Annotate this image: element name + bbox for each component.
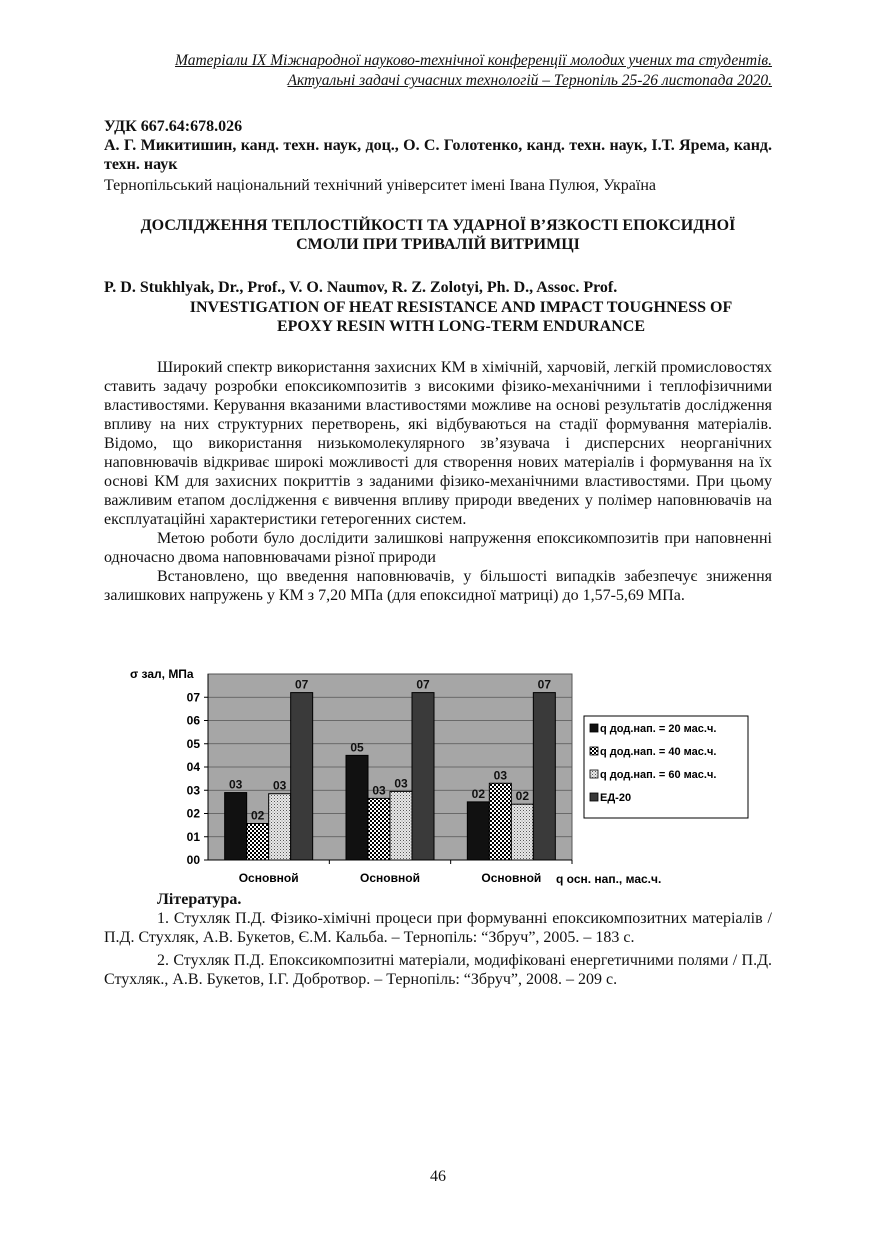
bar (533, 693, 555, 860)
title-en-line-2: EPOXY RESIN WITH LONG-TERM ENDURANCE (276, 318, 646, 335)
legend-label: q дод.нап. = 60 мас.ч. (600, 769, 717, 781)
legend-label: ЕД-20 (600, 792, 632, 804)
title-ua-line-1: ДОСЛІДЖЕННЯ ТЕПЛОСТІЙКОСТІ ТА УДАРНОЇ В’ЯЗКОСТІ ЕПОКСИДНОЇ (140, 217, 736, 234)
udk-code: УДК 667.64:678.026 (104, 118, 243, 135)
y-tick-label: 02 (186, 806, 200, 821)
bar (368, 798, 390, 860)
x-tick-label: Основной (360, 871, 420, 885)
legend-swatch (590, 747, 598, 755)
paragraph: Встановлено, що введення наповнювачів, у більшості випадків забезпечує зниження залишкових напружень у КМ з 7,20 МПа (для епоксидної матриці) до 1,57-5,69 МПа. (104, 568, 772, 604)
x-axis-title: q осн. нап., мас.ч. (556, 872, 662, 886)
bar (412, 693, 434, 860)
data-label: 07 (537, 677, 552, 692)
literature-heading: Література. (157, 891, 242, 908)
bar (269, 794, 291, 860)
data-label: 03 (493, 768, 508, 783)
data-label: 02 (250, 808, 265, 823)
data-label: 07 (294, 677, 309, 692)
data-label: 03 (372, 783, 386, 798)
legend-label: q дод.нап. = 20 мас.ч. (600, 723, 717, 735)
literature-item: 1. Стухляк П.Д. Фізико-хімічні процеси при формуванні епоксикомпозитних матеріалів / П.Д. Стухляк, А.В. Букетов, Є.М. Кальба. – Тернопіль: “Збруч”, 2005. – 183 с. (104, 910, 772, 946)
literature (104, 890, 772, 989)
y-tick-label: 07 (186, 690, 200, 705)
y-axis-title: σ зал, МПа (130, 667, 194, 681)
data-label: 03 (394, 776, 408, 791)
data-label: 03 (228, 777, 243, 792)
literature-item: 2. Стухляк П.Д. Епоксикомпозитні матеріали, модифіковані енергетичними полями / П.Д. Стухляк., А.В. Букетов, І.Г. Добротвор. – Тернопіль: “Збруч”, 2008. – 209 с. (104, 952, 772, 988)
paragraph: Широкий спектр використання захисних КМ в хімічній, харчовій, легкій промисловостях ставить задачу розробки епоксикомпозитів з високими фізико-механічними і теплофізичними властивостями. Керування вказаними властивостями можливе на основі результатів дослідження впливу на них структурних перетворень, які відбуваються на стадії формування матеріалів. Відомо, що використання низькомолекулярного зв’язувача і дисперсних неорганічних наповнювачів відкриває широкі можливості для створення нових матеріалів і формування на їх основі КМ для захисних покриттів з заданими фізико-механічними властивостями. При цьому важливим етапом дослідження є вивчення впливу природи введених у полімер наповнювачів на експлуатаційні характеристики гетерогенних систем. (104, 359, 772, 528)
legend-swatch (590, 724, 598, 732)
y-tick-label: 00 (186, 853, 200, 867)
authors-en: P. D. Stukhlyak, Dr., Prof., V. O. Naumov, R. Z. Zolotyi, Ph. D., Assoc. Prof. (104, 279, 618, 296)
legend-label: q дод.нап. = 40 мас.ч. (600, 746, 717, 758)
page-number: 46 (430, 1168, 446, 1185)
legend-swatch (590, 770, 598, 778)
x-tick-label: Основной (238, 871, 299, 885)
bar (489, 783, 511, 860)
bar (467, 802, 489, 860)
bar (247, 823, 269, 860)
y-tick-label: 05 (186, 736, 200, 751)
x-tick-label: Основной (481, 871, 542, 885)
bar (390, 791, 412, 860)
running-header-line-1: Матеріали IX Міжнародної науково-технічної конференції молодих учених та студентів. (175, 52, 772, 69)
affiliation: Тернопільський національний технічний університет імені Івана Пулюя, Україна (104, 177, 656, 194)
bar (511, 804, 533, 860)
title-ua-line-2: СМОЛИ ПРИ ТРИВАЛІЙ ВИТРИМЦІ (296, 236, 580, 253)
data-label: 02 (515, 789, 530, 804)
authors-ua: А. Г. Микитишин, канд. техн. наук, доц., О. С. Голотенко, канд. техн. наук, І.Т. Ярема, канд. техн. наук (104, 137, 772, 173)
y-tick-label: 04 (186, 760, 200, 774)
bar-chart (112, 666, 762, 892)
title-en (150, 298, 772, 336)
y-tick-label: 03 (186, 783, 200, 798)
paragraph: Метою роботи було дослідити залишкові напруження епоксикомпозитів при наповненні одночасно двома наповнювачами різної природи (104, 530, 772, 566)
y-tick-label: 01 (186, 829, 200, 844)
running-header-line-2: Актуальні задачі сучасних технологій – Тернопіль 25-26 листопада 2020. (287, 72, 772, 89)
legend-swatch (590, 793, 598, 801)
title-ua (104, 216, 772, 254)
title-en-line-1: INVESTIGATION OF HEAT RESISTANCE AND IMPACT TOUGHNESS OF (189, 299, 733, 316)
data-label: 07 (416, 677, 430, 692)
bar-chart-svg (112, 666, 762, 892)
data-label: 03 (272, 778, 287, 793)
data-label: 02 (471, 786, 486, 801)
body-text (104, 358, 772, 605)
bar (346, 755, 368, 860)
data-label: 05 (350, 740, 364, 755)
bar (291, 693, 313, 860)
y-tick-label: 06 (186, 713, 200, 728)
bar (225, 793, 247, 860)
